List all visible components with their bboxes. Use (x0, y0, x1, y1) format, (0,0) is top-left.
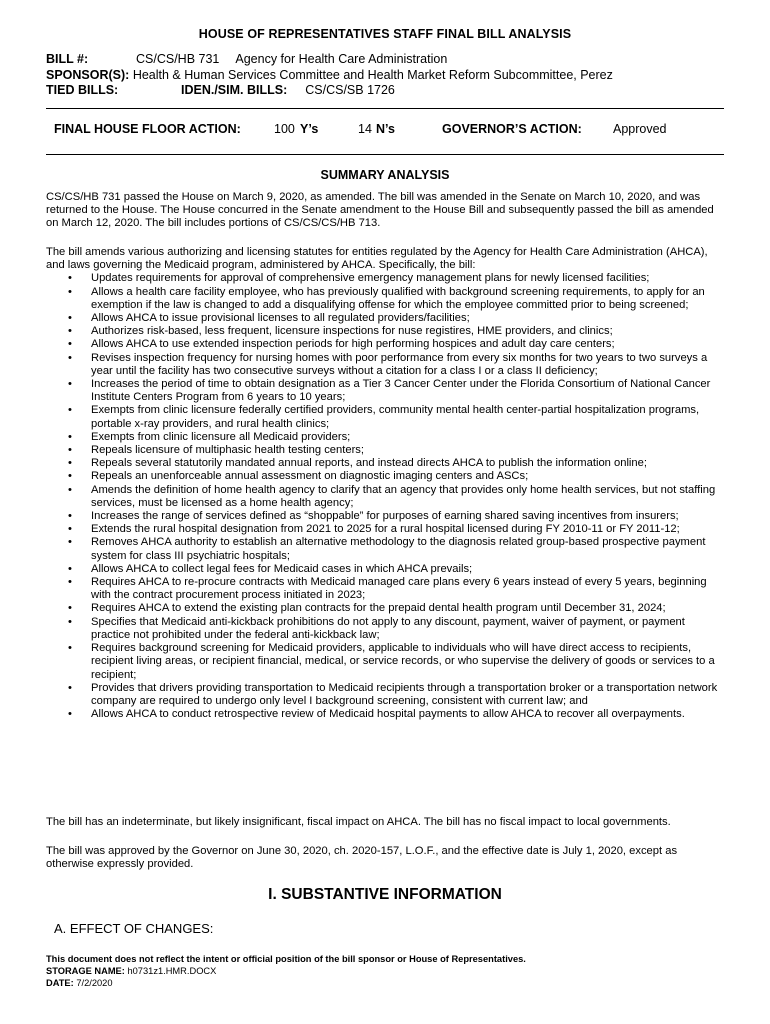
bill-title: Agency for Health Care Administration (235, 52, 448, 66)
nays-count: 14 (358, 122, 372, 136)
sponsors-row (46, 68, 613, 84)
fiscal-impact-paragraph: The bill has an indeterminate, but likely insignificant, fiscal impact on AHCA. The bill has no fiscal impact to local governments. (46, 816, 671, 828)
bill-number-label: BILL #: (46, 52, 89, 66)
summary-bullet-item: • Extends the rural hospital designation from 2021 to 2025 for a rural hospital licensed during FY 2010-11 or FY 2011-12; (46, 523, 726, 536)
tied-bills-row (46, 83, 613, 99)
summary-bullet-item: • Removes AHCA authority to establish an alternative methodology to the diagnosis related group-based prospective payment system for class III psychiatric hospitals; (46, 536, 726, 562)
yeas-suffix: Y’s (300, 122, 319, 136)
summary-bullet-item: • Repeals an unenforceable annual assessment on diagnostic imaging centers and ASCs; (46, 470, 726, 483)
summary-intro-paragraph: CS/CS/HB 731 passed the House on March 9, 2020, as amended. The bill was amended in the Senate on March 10, 2020, and was returned to the House. The House concurred in the Senate amendment to the House Bill and subsequently passed the bill as amended on March 12, 2020. The bill includes portions of CS/CS/CS/HB 713. (46, 191, 714, 230)
summary-bullet-item: • Allows AHCA to issue provisional licenses to all regulated providers/facilities; (46, 312, 726, 325)
summary-bullet-item: • Allows AHCA to conduct retrospective review of Medicaid hospital payments to allow AHCA to recover all overpayments. (46, 708, 726, 721)
tied-bills-label: TIED BILLS: (46, 83, 119, 97)
bill-metadata (46, 52, 613, 99)
yeas-count: 100 (274, 122, 295, 136)
summary-bullet-item: • Allows a health care facility employee, who has previously qualified with background screening requirements, to apply for an exemption if the law is changed to add a disqualifying offense for which the employee committed prior to being screened; (46, 286, 726, 312)
governor-action-label: GOVERNOR’S ACTION: (442, 122, 582, 136)
summary-bullet-item: • Allows AHCA to use extended inspection periods for high performing hospices and adult day care centers; (46, 338, 726, 351)
summary-bullet-item: • Requires AHCA to extend the existing plan contracts for the prepaid dental health program until December 31, 2024; (46, 602, 726, 615)
summary-bullet-item: • Amends the definition of home health agency to clarify that an agency that provides only home health services, but not staffing services, must be licensed as a home health agency; (46, 484, 726, 510)
summary-bullet-item: • Repeals several statutorily mandated annual reports, and instead directs AHCA to publish the information online; (46, 457, 726, 470)
summary-amends-section (46, 246, 726, 721)
date-value: 7/2/2020 (76, 978, 113, 988)
governor-action-value: Approved (613, 122, 667, 136)
sponsors-value: Health & Human Services Committee and Health Market Reform Subcommittee, Perez (132, 67, 613, 82)
summary-bullet-item: • Updates requirements for approval of comprehensive emergency management plans for newly licensed facilities; (46, 272, 726, 285)
storage-name-value: h0731z1.HMR.DOCX (127, 966, 217, 976)
summary-bullet-item: • Authorizes risk-based, less frequent, licensure inspections for nuse registires, HME providers, and clinics; (46, 325, 726, 338)
bill-row (46, 52, 613, 68)
floor-action-label: FINAL HOUSE FLOOR ACTION: (54, 122, 241, 136)
section-subheading: A. EFFECT OF CHANGES: (54, 921, 214, 936)
summary-bullet-list (46, 272, 726, 721)
summary-bullet-item: • Exempts from clinic licensure federally certified providers, community mental health center-partial hospitalization programs, portable x-ray providers, and rural health clinics; (46, 404, 726, 430)
sponsors-label: SPONSOR(S): (46, 67, 130, 82)
summary-bullet-item: • Repeals licensure of multiphasic health testing centers; (46, 444, 726, 457)
summary-bullet-item: • Provides that drivers providing transportation to Medicaid recipients through a transportation broker or a transportation network company are required to undergo only level I background screening, consistent with current law; and (46, 682, 726, 708)
summary-heading: SUMMARY ANALYSIS (320, 168, 450, 182)
bottom-rule (46, 154, 724, 155)
storage-name-label: STORAGE NAME (46, 966, 122, 976)
amends-lead-paragraph: The bill amends various authorizing and licensing statutes for entities regulated by the Agency for Health Care Administration (AHCA), and laws governing the Medicaid program, administered by AHCA. Specifically, the bill: (46, 246, 708, 272)
iden-sim-bills-value: CS/CS/SB 1726 (305, 83, 395, 97)
page-footer (46, 953, 526, 989)
bill-number: CS/CS/HB 731 (136, 52, 220, 66)
governor-approval-paragraph: The bill was approved by the Governor on June 30, 2020, ch. 2020-157, L.O.F., and the effective date is July 1, 2020, except as otherwise expressly provided. (46, 845, 678, 871)
summary-bullet-item: • Specifies that Medicaid anti-kickback prohibitions do not apply to any discount, payment, waiver of payment, or payment practice not prohibited under the federal anti-kickback law; (46, 616, 726, 642)
iden-sim-bills-label: IDEN./SIM. BILLS: (181, 83, 288, 97)
summary-bullet-item: • Revises inspection frequency for nursing homes with poor performance from every six months for two years to two surveys a year until the facility has two consecutive surveys without a citation for a class I or a class II deficiency; (46, 352, 726, 378)
summary-bullet-item: • Exempts from clinic licensure all Medicaid providers; (46, 431, 726, 444)
summary-bullet-item: • Requires AHCA to re-procure contracts with Medicaid managed care plans every 6 years instead of every 5 years, beginning with the contract procurement process initiated in 2023; (46, 576, 726, 602)
nays-suffix: N’s (376, 122, 395, 136)
summary-bullet-item: • Allows AHCA to collect legal fees for Medicaid cases in which AHCA prevails; (46, 563, 726, 576)
date-label: DATE (46, 978, 71, 988)
summary-bullet-item: • Increases the period of time to obtain designation as a Tier 3 Cancer Center under the Florida Consortium of National Cancer Institute Centers Program from 6 years to 10 years; (46, 378, 726, 404)
footer-disclaimer: This document does not reflect the intent or official position of the bill sponsor or House of Representatives. (46, 954, 526, 964)
summary-bullet-item: • Requires background screening for Medicaid providers, applicable to individuals who will have direct access to recipients, recipient living areas, or recipient financial, medical, or service records, or who supervise the delivery of goods or services to a recipient; (46, 642, 726, 682)
document-title: HOUSE OF REPRESENTATIVES STAFF FINAL BILL ANALYSIS (198, 27, 572, 41)
top-rule (46, 108, 724, 109)
date-row: DATE: 7/2/2020 (46, 978, 113, 988)
section-heading: I. SUBSTANTIVE INFORMATION (268, 886, 502, 903)
storage-name-row: STORAGE NAME: h0731z1.HMR.DOCX (46, 966, 217, 976)
summary-bullet-item: • Increases the range of services defined as “shoppable” for purposes of earning shared saving incentives from insurers; (46, 510, 726, 523)
